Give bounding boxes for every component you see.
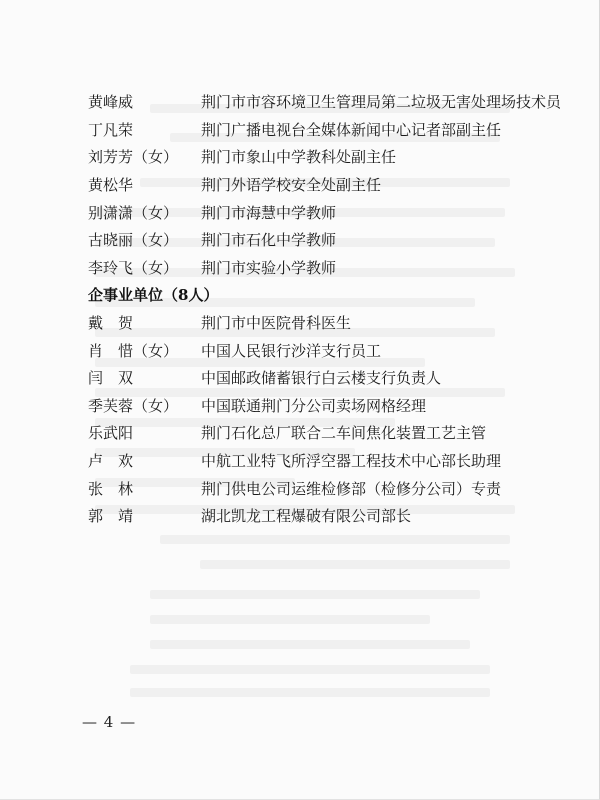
person-name: 黄峰威	[88, 93, 134, 112]
person-name: 戴 贺	[88, 314, 134, 333]
person-role: 荆门市实验小学教师	[201, 258, 337, 277]
person-role: 中航工业特飞所浮空器工程技术中心部长助理	[201, 452, 502, 471]
list-item	[88, 336, 548, 364]
person-name: 李玲飞（女）	[88, 258, 179, 277]
list-item	[88, 171, 548, 199]
list-item	[88, 116, 548, 144]
list-item	[88, 309, 548, 337]
person-role: 荆门市石化中学教师	[201, 231, 337, 250]
person-name: 张 林	[88, 479, 134, 498]
list-item	[88, 254, 548, 282]
person-name: 卢 欢	[88, 452, 134, 471]
person-name: 古晓丽（女）	[88, 231, 179, 250]
person-role: 中国邮政储蓄银行白云楼支行负责人	[201, 369, 442, 388]
page-number: — 4 —	[82, 713, 137, 731]
person-role: 荆门市象山中学教科处副主任	[201, 148, 397, 167]
person-name: 季芙蓉（女）	[88, 396, 179, 415]
list-item	[88, 88, 562, 116]
person-role: 湖北凯龙工程爆破有限公司部长	[201, 507, 412, 526]
person-role: 中国人民银行沙洋支行员工	[201, 341, 382, 360]
person-role: 荆门市中医院骨科医生	[201, 314, 352, 333]
person-name: 肖 惜（女）	[88, 341, 179, 360]
list-item	[88, 419, 548, 447]
list-item	[88, 447, 548, 475]
person-name: 闫 双	[88, 369, 134, 388]
list-item	[88, 502, 548, 530]
award-list	[88, 88, 562, 530]
person-role: 中国联通荆门分公司卖场网格经理	[201, 396, 427, 415]
person-name: 黄松华	[88, 176, 134, 195]
person-name: 丁凡荣	[88, 120, 134, 139]
person-name: 乐武阳	[88, 424, 134, 443]
list-item	[88, 364, 548, 392]
person-name: 刘芳芳（女）	[88, 148, 179, 167]
person-role: 荆门市市容环境卫生管理局第二垃圾无害处理场技术员	[201, 93, 562, 112]
list-item	[88, 226, 548, 254]
list-item	[88, 198, 548, 226]
section-heading: 企事业单位（8人）	[88, 286, 219, 305]
person-role: 荆门广播电视台全媒体新闻中心记者部副主任	[201, 120, 502, 139]
list-item	[88, 474, 548, 502]
person-role: 荆门市海慧中学教师	[201, 203, 337, 222]
list-item	[88, 392, 548, 420]
list-item	[88, 143, 548, 171]
person-name: 别潇潇（女）	[88, 203, 179, 222]
person-role: 荆门石化总厂联合二车间焦化装置工艺主管	[201, 424, 487, 443]
person-role: 荆门供电公司运维检修部（检修分公司）专责	[201, 479, 502, 498]
person-role: 荆门外语学校安全处副主任	[201, 176, 382, 195]
person-name: 郭 靖	[88, 507, 134, 526]
